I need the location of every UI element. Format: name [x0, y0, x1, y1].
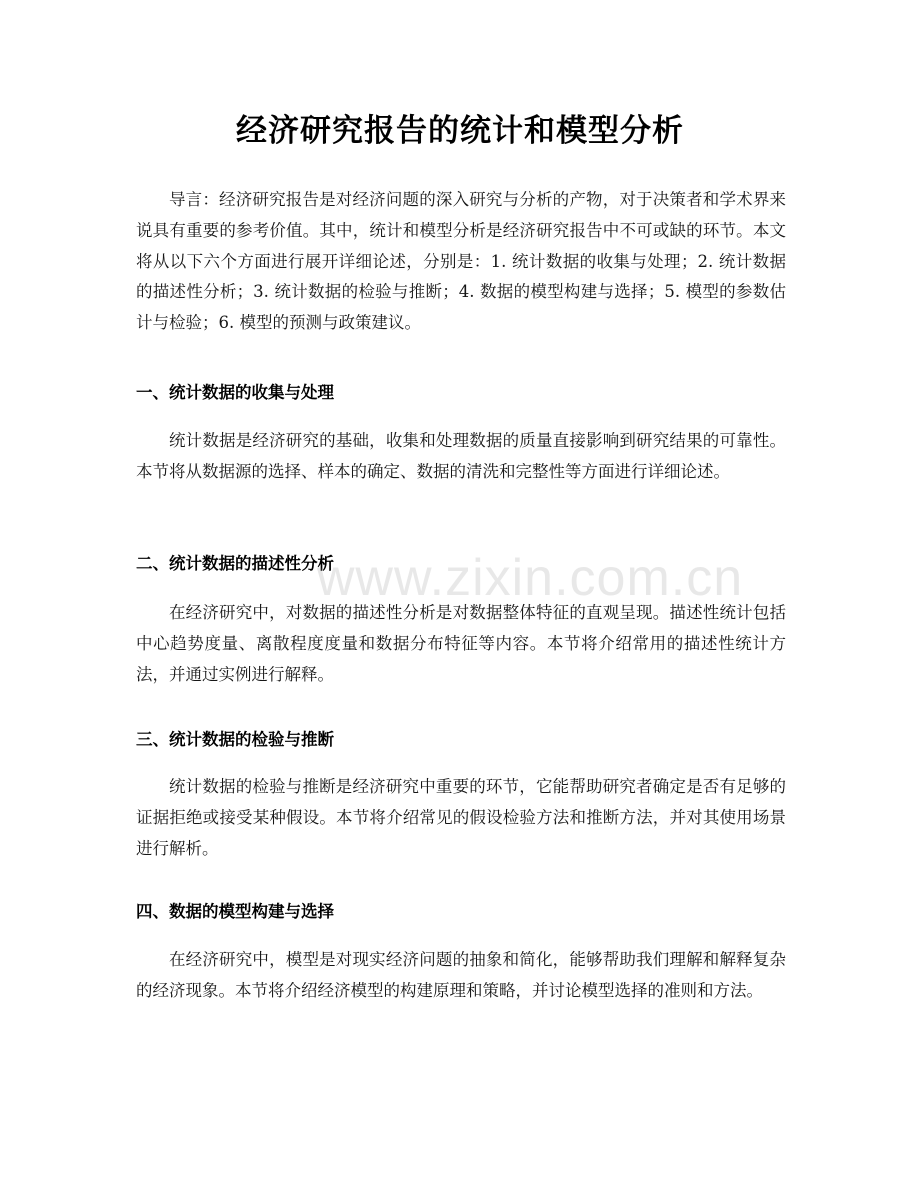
- section-body-3: 统计数据的检验与推断是经济研究中重要的环节，它能帮助研究者确定是否有足够的证据拒绝或接受某种假设。本节将介绍常见的假设检验方法和推断方法，并对其使用场景进行解析。: [136, 777, 786, 858]
- section-body-4: 在经济研究中，模型是对现实经济问题的抽象和简化，能够帮助我们理解和解释复杂的经济现象。本节将介绍经济模型的构建原理和策略，并讨论模型选择的准则和方法。: [136, 950, 786, 1000]
- watermark-text: www.zixin.com.cn: [316, 549, 744, 607]
- section-heading-2: 二、统计数据的描述性分析: [136, 554, 334, 573]
- intro-paragraph: 导言：经济研究报告是对经济问题的深入研究与分析的产物，对于决策者和学术界来说具有重要的参考价值。其中，统计和模型分析是经济研究报告中不可或缺的环节。本文将从以下六个方面进行展开详细论述，分别是：1. 统计数据的收集与处理；2. 统计数据的描述性分析；3. 统计数据的检验与推断；4. 数据的模型构建与选择；5. 模型的参数估计与检验；6. 模型的预测与政策建议。: [136, 190, 786, 333]
- section-body-2: 在经济研究中，对数据的描述性分析是对数据整体特征的直观呈现。描述性统计包括中心趋势度量、离散程度度量和数据分布特征等内容。本节将介绍常用的描述性统计方法，并通过实例进行解释。: [136, 603, 786, 684]
- document-title: 经济研究报告的统计和模型分析: [236, 113, 684, 149]
- section-heading-1: 一、统计数据的收集与处理: [136, 383, 334, 402]
- section-heading-3: 三、统计数据的检验与推断: [136, 730, 334, 749]
- section-heading-4: 四、数据的模型构建与选择: [136, 902, 334, 921]
- section-body-1: 统计数据是经济研究的基础，收集和处理数据的质量直接影响到研究结果的可靠性。本节将从数据源的选择、样本的确定、数据的清洗和完整性等方面进行详细论述。: [136, 431, 786, 481]
